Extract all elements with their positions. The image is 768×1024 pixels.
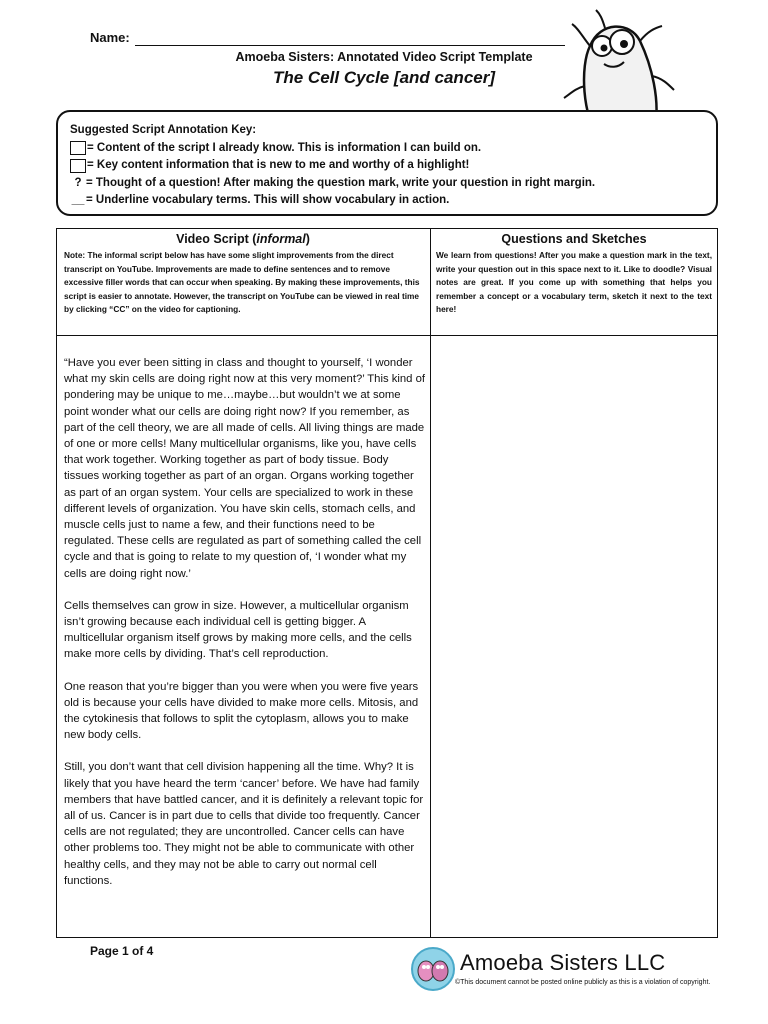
script-note: Note: The informal script below has have some slight improvements from the direct transcript on YouTube. Improvements are made to define sentences and to remove excessive filler words that can occur when speaking. By making these improvements, this script is easier to annotate. However, the transcript on YouTube can be viewed in real time by clicking “CC” on the video for captioning.	[64, 250, 420, 314]
copyright-notice: ©This document cannot be posted online publicly as this is a violation of copyright.	[455, 979, 711, 986]
checkbox-icon	[70, 159, 86, 173]
key-row-vocab	[70, 192, 595, 210]
checkbox-icon	[70, 141, 86, 155]
annotation-key-box	[56, 110, 718, 216]
name-label: Name:	[90, 30, 130, 45]
questions-note: We learn from questions! After you make a question mark in the text, write your question out in this space next to it. Like to doodle? Visual notes are great. If you come up with something that helps you remember a concept or a vocabulary term, sketch it next to the text here!	[436, 250, 712, 314]
video-script-header: Video Script (informal)	[176, 232, 310, 246]
underline-symbol: __	[71, 194, 85, 206]
key-text: = Key content information that is new to me and worthy of a highlight!	[87, 159, 470, 171]
script-paragraph: “Have you ever been sitting in class and thought to yourself, ‘I wonder what my skin cells are doing right now at this very moment?’ This kind of pondering may be unique to me…maybe…but wouldn’t we at some point wonder what our cells are doing right now? If you remember, as part of the cell theory, we are all made of cells. All living things are made of one or more cells! Many multicellular organisms, like you, have cells that work together. Working together as part of body tissue. Body tissues working together as part of an organ. Organs working together as part of an organ system. Your cells are specialized to work in these different levels of organization. You have skin cells, stomach cells, and muscle cells just to name a few, and their functions need to be regulated. These cells are regulated as part of something called the cell cycle and that is going to relate to my question of, ‘I wonder what my cells are doing right now.’	[64, 357, 426, 580]
document-title: The Cell Cycle [and cancer]	[272, 68, 496, 87]
name-field-line[interactable]	[135, 45, 565, 46]
amoeba-sisters-logo-icon	[410, 946, 456, 992]
key-heading: Suggested Script Annotation Key:	[70, 124, 257, 136]
document-subtitle: Amoeba Sisters: Annotated Video Script Template	[235, 50, 533, 64]
row-divider	[56, 335, 718, 336]
key-row-question	[70, 175, 595, 193]
brand-name: Amoeba Sisters LLC	[460, 950, 666, 975]
script-paragraph: One reason that you’re bigger than you were when you were five years old is because your cells have divided to make more cells. Mitosis, and the cytokinesis that follows to split the cytoplasm, allows you to make new body cells.	[64, 680, 419, 742]
script-paragraph: Cells themselves can grow in size. However, a multicellular organism isn’t growing because each individual cell is getting bigger. A multicellular organism itself grows by making more cells, and the cells make more cells by dividing. That’s cell reproduction.	[64, 599, 412, 661]
key-text: = Thought of a question! After making the question mark, write your question in right margin.	[86, 176, 596, 189]
question-mark-symbol: ?	[74, 176, 82, 189]
key-row-new	[70, 157, 595, 175]
key-text: = Underline vocabulary terms. This will show vocabulary in action.	[86, 194, 450, 206]
key-text: = Content of the script I already know. This is information I can build on.	[87, 141, 482, 154]
video-script-text	[64, 355, 426, 905]
page-number: Page 1 of 4	[90, 944, 154, 958]
questions-sketches-header: Questions and Sketches	[501, 232, 647, 246]
script-paragraph: Still, you don’t want that cell division happening all the time. Why? It is likely that you have heard the term ‘cancer’ before. We have had family members that have battled cancer, and it is definitely a relevant topic for all of us. Cancer is in part due to cells that divide too frequently. Cancer cells are not regulated; they are uncontrolled. Cancer cells can have other problems too. They might not be able to communicate with other healthy cells, and they may not be able to carry out normal cell functions.	[64, 761, 424, 887]
key-row-known	[70, 140, 595, 158]
